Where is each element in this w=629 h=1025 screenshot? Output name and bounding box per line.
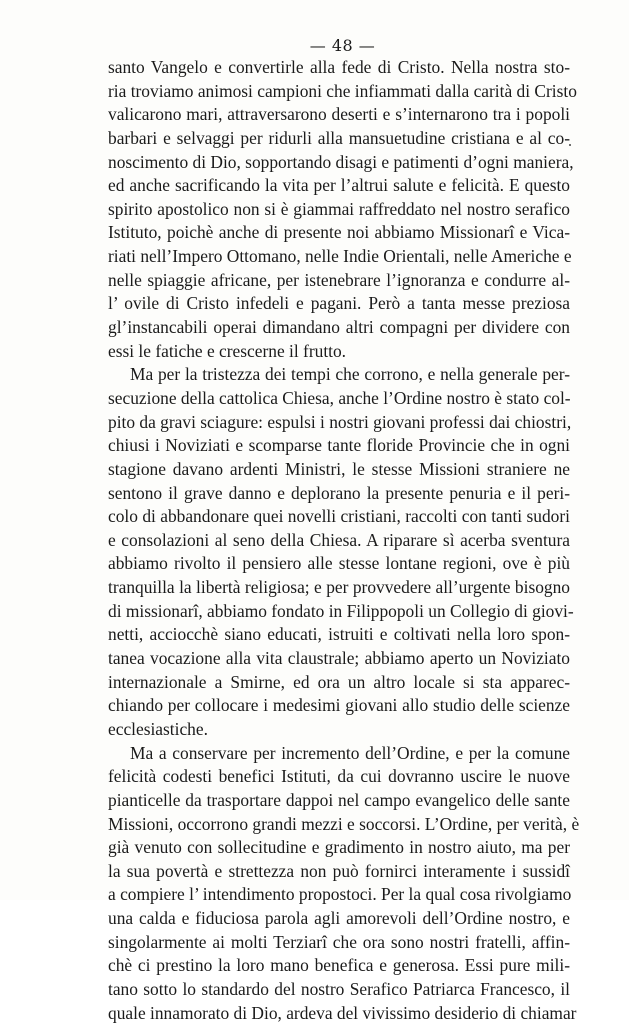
- text-line: spirito apostolico non si è giammai raffreddato nel nostro serafico: [108, 198, 570, 219]
- text-line: chè ci prestino la loro mano benefica e generosa. Essi pure mili-: [108, 955, 570, 976]
- text-line: nelle spiaggie africane, per istenebrare l’ignoranza e condurre al-: [108, 269, 570, 290]
- text-line: Istituto, poichè anche di presente noi abbiamo Missionarî e Vica-: [108, 222, 570, 243]
- text-line: barbari e selvaggi per ridurli alla mansuetudine cristiana e al co-: [108, 127, 570, 148]
- text-line: tranquilla la libertà religiosa; e per provvedere all’urgente bisogno: [108, 577, 570, 598]
- text-line: di missionarî, abbiamo fondato in Filippopoli un Collegio di giovi-: [108, 600, 574, 621]
- text-line: riati nell’Impero Ottomano, nelle Indie Orientali, nelle Americhe e: [108, 246, 572, 267]
- text-line: secuzione della cattolica Chiesa, anche l’Ordine nostro è stato col-: [108, 387, 571, 408]
- text-line: ed anche sacrificando la vita per l’altrui salute e felicità. E questo: [108, 175, 570, 196]
- text-line: e consolazioni al seno della Chiesa. A riparare sì acerba sventura: [108, 529, 570, 550]
- text-line: ria troviamo animosi campioni che infiammati dalla carità di Cristo: [108, 80, 577, 101]
- text-line: sentono il grave danno e deplorano la presente penuria e il peri-: [108, 482, 570, 503]
- text-line: già venuto con sollecitudine e gradimento in nostro aiuto, ma per: [108, 837, 570, 858]
- paragraph-start-line: Ma per la tristezza dei tempi che corrono, e nella generale per-: [130, 364, 570, 385]
- text-line: tano sotto lo standardo del nostro Serafico Patriarca Francesco, il: [108, 978, 570, 999]
- text-line: chiusi i Noviziati e scomparse tante floride Provincie che in ogni: [108, 435, 570, 456]
- body-text: [108, 56, 580, 1025]
- text-line: pito da gravi sciagure: espulsi i nostri giovani professi dai chiostri,: [108, 411, 572, 432]
- text-line: internazionale a Smirne, ed ora un altro locale si sta apparec-: [108, 671, 570, 692]
- text-line: chiando per collocare i medesimi giovani allo studio delle scienze: [108, 695, 570, 716]
- text-line: gl’instancabili operai dimandano altri compagni per dividere con: [108, 317, 570, 338]
- text-line: stagione davano ardenti Ministri, le stesse Missioni straniere ne: [108, 458, 570, 479]
- paragraph-end-line: essi le fatiche e crescerne il frutto.: [108, 340, 347, 361]
- text-line: netti, acciocchè siano educati, istruiti e coltivati nella loro spon-: [108, 624, 570, 645]
- text-line: l’ ovile di Cristo infedeli e pagani. Però a tanta messe preziosa: [108, 293, 570, 314]
- text-line: a compiere l’ intendimento propostoci. Per la qual cosa rivolgiamo: [108, 884, 572, 905]
- text-line: Missioni, occorrono grandi mezzi e soccorsi. L’Ordine, per verità, è: [108, 813, 580, 834]
- text-line: abbiamo rivolto il pensiero alle stesse lontane regioni, ove è più: [108, 553, 570, 574]
- text-line: colo di abbandonare quei novelli cristiani, raccolti con tanti sudori: [108, 506, 570, 527]
- text-line: singolarmente ai molti Terziarî che ora sono nostri fratelli, affin-: [108, 931, 570, 952]
- text-line: felicità codesti benefici Istituti, da cui dovranno uscire le nuove: [108, 766, 570, 787]
- page-number: — 48 —: [309, 36, 376, 55]
- text-line: santo Vangelo e convertirle alla fede di Cristo. Nella nostra sto-: [108, 57, 570, 77]
- text-line: una calda e fiduciosa parola agli amorevoli dell’Ordine nostro, e: [108, 908, 570, 929]
- text-line: pianticelle da trasportare dappoi nel campo evangelico delle sante: [108, 789, 570, 810]
- paragraph-end-line: ecclesiastiche.: [108, 718, 208, 739]
- paragraph-start-line: Ma a conservare per incremento dell’Ordine, e per la comune: [130, 742, 570, 763]
- text-line: la sua povertà e strettezza non può fornirci interamente i sussidî: [108, 860, 570, 881]
- text-line: valicarono mari, attraversarono deserti e s’internarono tra i popoli: [108, 104, 570, 125]
- text-line: tanea vocazione alla vita claustrale; abbiamo aperto un Noviziato: [108, 648, 570, 669]
- text-line: quale innamorato di Dio, ardeva del vivissimo desiderio di chiamar: [108, 1002, 577, 1023]
- text-line: noscimento di Dio, sopportando disagi e patimenti d’ogni maniera,: [108, 151, 574, 172]
